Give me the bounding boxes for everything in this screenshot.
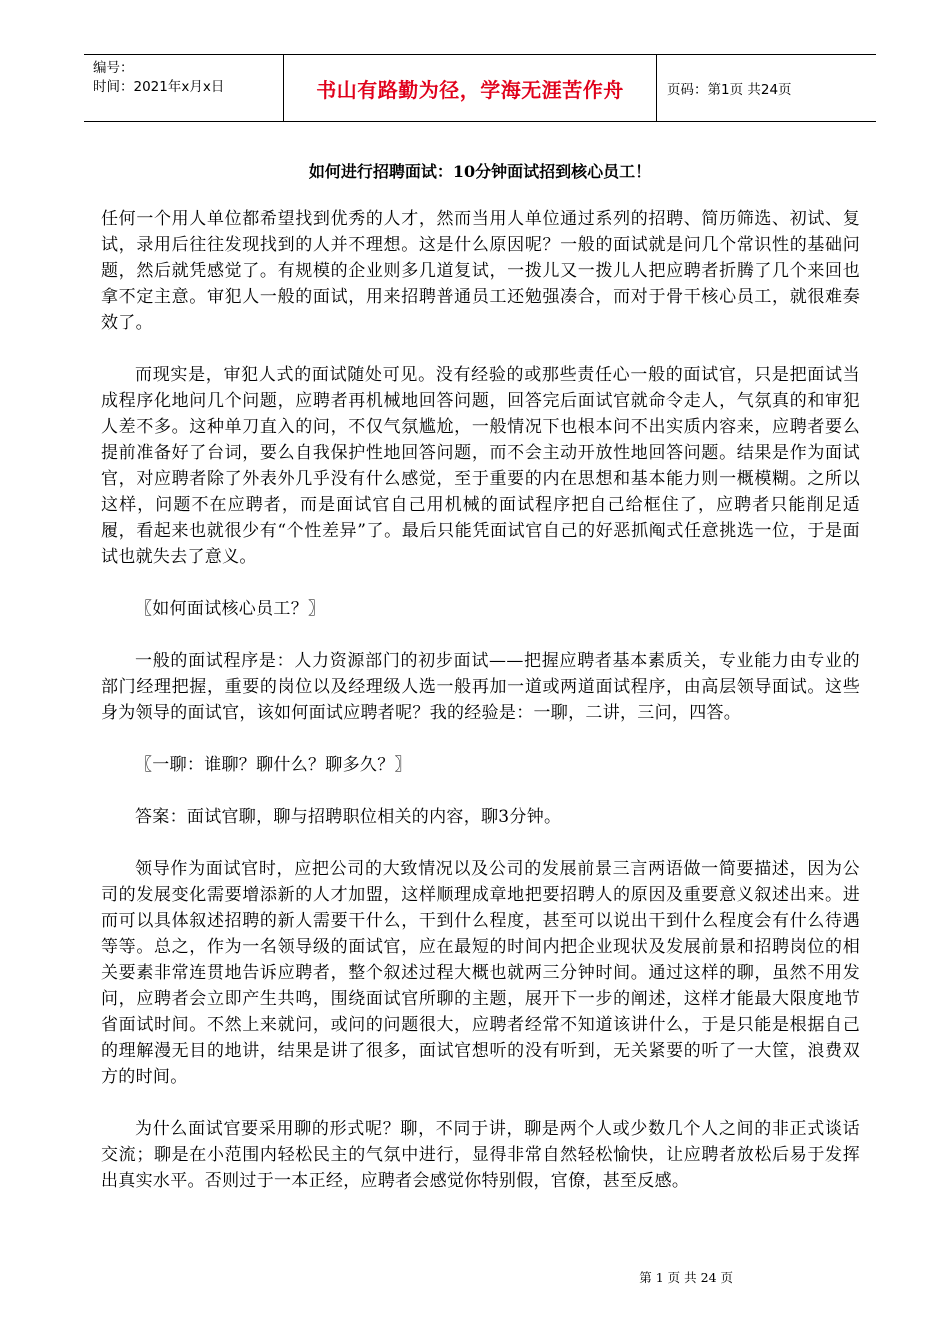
- paragraph: 一般的面试程序是：人力资源部门的初步面试——把握应聘者基本素质关，专业能力由专业的部门经理把握，重要的岗位以及经理级人选一般再加一道或两道面试程序，由高层领导面试。这些身为领导的面试官，该如何面试应聘者呢？我的经验是：一聊，二讲，三问，四答。: [101, 651, 860, 723]
- header-motto: 书山有路勤为径，学海无涯苦作舟: [284, 55, 657, 121]
- paragraph: 领导作为面试官时，应把公司的大致情况以及公司的发展前景三言两语做一简要描述，因为公司的发展变化需要增添新的人才加盟，这样顺理成章地把要招聘人的原因及重要意义叙述出来。进而可以具体叙述招聘的新人需要干什么，干到什么程度，甚至可以说出干到什么程度会有什么待遇等等。总之，作为一名领导级的面试官，应在最短的时间内把企业现状及发展前景和招聘岗位的相关要素非常连贯地告诉应聘者，整个叙述过程大概也就两三分钟时间。通过这样的聊，虽然不用发问，应聘者会立即产生共鸣，围绕面试官所聊的主题，展开下一步的阐述，这样才能最大限度地节省面试时间。不然上来就问，或问的问题很大，应聘者经常不知道该讲什么，于是只能是根据自己的理解漫无目的地讲，结果是讲了很多，面试官想听的没有听到，无关紧要的听了一大筐，浪费双方的时间。: [101, 859, 860, 1087]
- header-page-info: 页码：第1页 共24页: [667, 82, 792, 98]
- time-label: 时间：2021年x月x日: [93, 79, 225, 95]
- section-heading: 〖一聊：谁聊？聊什么？聊多久？〗: [135, 755, 412, 775]
- paragraph: 答案：面试官聊，聊与招聘职位相关的内容，聊3分钟。: [135, 807, 562, 827]
- document-title: 如何进行招聘面试：10分钟面试招到核心员工！: [308, 162, 652, 181]
- paragraph: 而现实是，审犯人式的面试随处可见。没有经验的或那些责任心一般的面试官，只是把面试当成程序化地问几个问题，应聘者再机械地回答问题，回答完后面试官就命令走人，气氛真的和审犯人差不多。这种单刀直入的问，不仅气氛尴尬，一般情况下也根本问不出实质内容来，应聘者要么提前准备好了台词，要么自我保护性地回答问题，而不会主动开放性地回答问题。结果是作为面试官，对应聘者除了外表外几乎没有什么感觉，至于重要的内在思想和基本能力则一概模糊。之所以这样，问题不在应聘者，而是面试官自己用机械的面试程序把自己给框住了，应聘者只能削足适履，看起来也就很少有“个性差异”了。最后只能凭面试官自己的好恶抓阄式任意挑选一位，于是面试也就失去了意义。: [101, 365, 860, 567]
- paragraph: 为什么面试官要采用聊的形式呢？聊，不同于讲，聊是两个人或少数几个人之间的非正式谈话交流；聊是在小范围内轻松民主的气氛中进行，显得非常自然轻松愉快，让应聘者放松后易于发挥出真实水平。否则过于一本正经，应聘者会感觉你特别假，官僚，甚至反感。: [101, 1119, 860, 1191]
- number-label: 编号：: [93, 60, 134, 76]
- document-body: [101, 206, 860, 1220]
- page-footer: 第 1 页 共 24 页: [639, 1270, 733, 1285]
- paragraph: 任何一个用人单位都希望找到优秀的人才，然而当用人单位通过系列的招聘、简历筛选、初试、复试，录用后往往发现找到的人并不理想。这是什么原因呢？一般的面试就是问几个常识性的基础问题，然后就凭感觉了。有规模的企业则多几道复试，一拨儿又一拨儿人把应聘者折腾了几个来回也拿不定主意。审犯人一般的面试，用来招聘普通员工还勉强凑合，而对于骨干核心员工，就很难奏效了。: [101, 209, 860, 333]
- page-header: [84, 54, 876, 122]
- header-meta: [84, 55, 284, 121]
- section-heading: 〖如何面试核心员工？〗: [135, 599, 326, 619]
